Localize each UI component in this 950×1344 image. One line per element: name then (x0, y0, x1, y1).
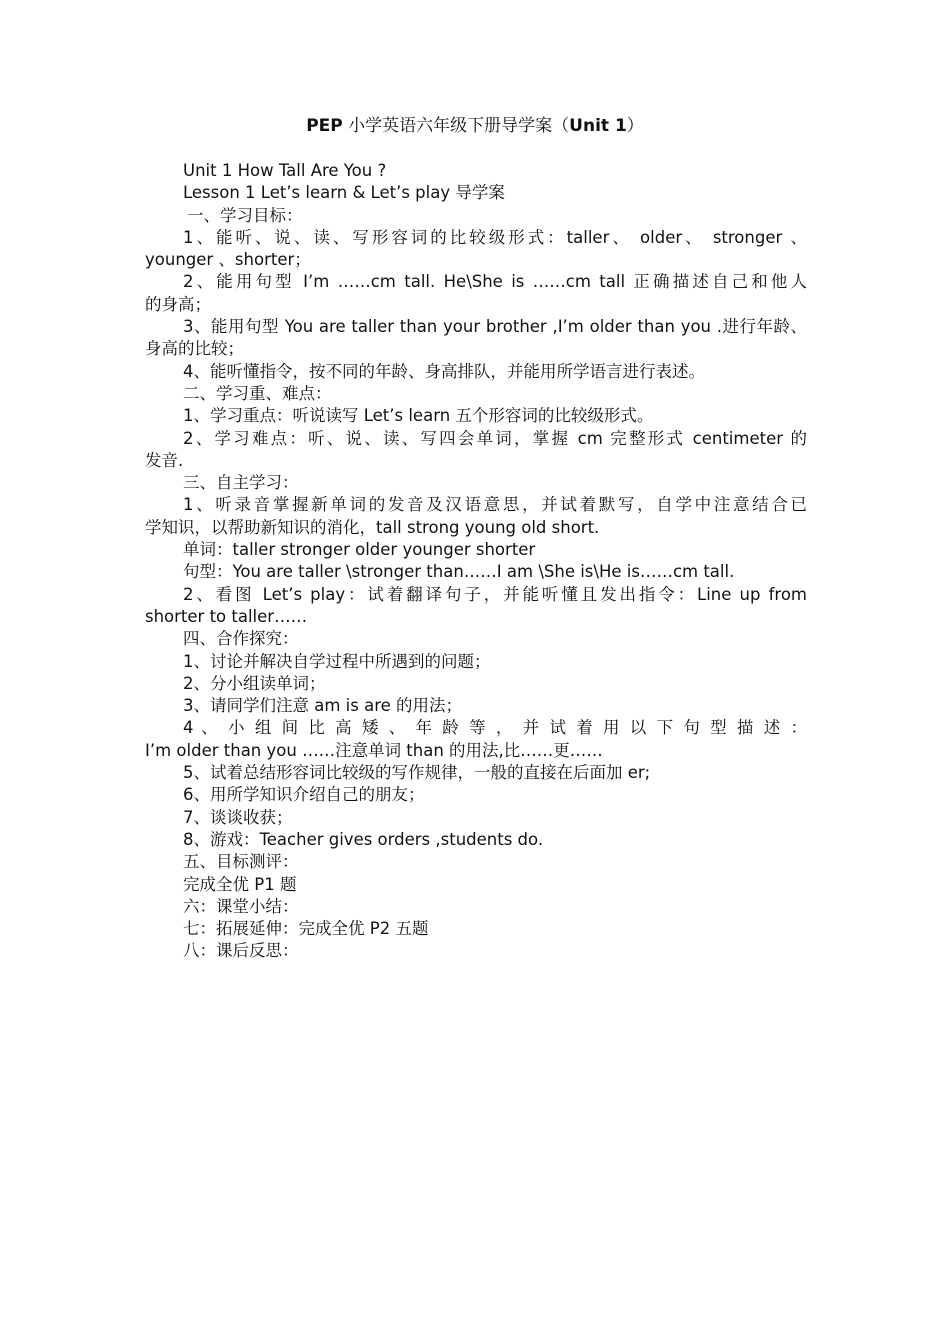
title-prefix: PEP (306, 116, 343, 136)
text-line: 4 、 小 组 间 比 高 矮 、 年 龄 等 ， 并 试 着 用 以 下 句 型 描 述 ： (183, 718, 807, 738)
text-line: 四、合作探究： (183, 629, 299, 649)
text-line: 2、能用句型 I’m ……cm tall. He\She is ……cm tall 正确描述自己和他人 (183, 272, 807, 292)
text-line: 2、学习难点：听、说、读、写四会单词，掌握 cm 完整形式 centimeter 的 (183, 428, 807, 448)
title-middle: 小学英语六年级下册导学案（ (342, 116, 570, 136)
text-line: 2、分小组读单词； (183, 673, 326, 693)
text-line: 2、看图 Let’s play：试着翻译句子，并能听懂且发出指令：Line up from (183, 584, 807, 604)
text-line: 7、谈谈收获； (183, 807, 293, 827)
text-line: 完成全优 P1 题 (183, 874, 297, 894)
text-line: I’m older than you ……注意单词 than 的用法,比……更…… (145, 740, 603, 760)
text-line: 3、请同学们注意 am is are 的用法； (183, 696, 463, 716)
text-line: 的身高； (145, 294, 211, 314)
text-line: 5、试着总结形容词比较级的写作规律，一般的直接在后面加 er; (183, 763, 651, 783)
text-line: 二、学习重、难点： (183, 383, 332, 403)
text-line: 六：课堂小结： (183, 896, 299, 916)
text-line: 发音. (145, 450, 184, 470)
text-line: 1、听录音掌握新单词的发音及汉语意思，并试着默写，自学中注意结合已 (183, 495, 807, 515)
title-suffix: ） (626, 116, 644, 136)
text-line: 1、讨论并解决自学过程中所遇到的问题； (183, 651, 491, 671)
text-line: Lesson 1 Let’s learn & Let’s play 导学案 (183, 183, 505, 203)
text-line: 8、游戏：Teacher gives orders ,students do. (183, 829, 544, 849)
text-line: 3、能用句型 You are taller than your brother ,I’m older than you .进行年龄、 (183, 317, 807, 337)
text-line: 6、用所学知识介绍自己的朋友； (183, 785, 425, 805)
text-line: shorter to taller…… (145, 606, 308, 626)
title-unit: Unit 1 (569, 116, 627, 136)
text-line: 七：拓展延伸：完成全优 P2 五题 (183, 919, 429, 939)
text-line: 单词：taller stronger older younger shorter (183, 540, 536, 560)
document-title (0, 114, 950, 138)
text-line: 一、学习目标： (187, 205, 303, 225)
text-line: younger 、shorter； (145, 250, 311, 270)
text-line: 五、目标测评： (183, 852, 299, 872)
text-line: 4、能听懂指令，按不同的年龄、身高排队，并能用所学语言进行表述。 (183, 361, 705, 381)
text-line: 身高的比较； (145, 339, 244, 359)
text-line: 八：课后反思： (183, 941, 299, 961)
text-line: 1、能听、说、读、写形容词的比较级形式：taller、 older、 stronger 、 (183, 227, 807, 247)
text-line: 三、自主学习： (183, 473, 299, 493)
text-line: 1、学习重点：听说读写 Let’s learn 五个形容词的比较级形式。 (183, 406, 654, 426)
text-line: 句型：You are taller \stronger than……I am \She is\He is……cm tall. (183, 562, 735, 582)
text-line: 学知识，以帮助新知识的消化，tall strong young old short. (145, 517, 600, 537)
text-line: Unit 1 How Tall Are You ? (183, 161, 387, 180)
document-body (145, 160, 807, 963)
